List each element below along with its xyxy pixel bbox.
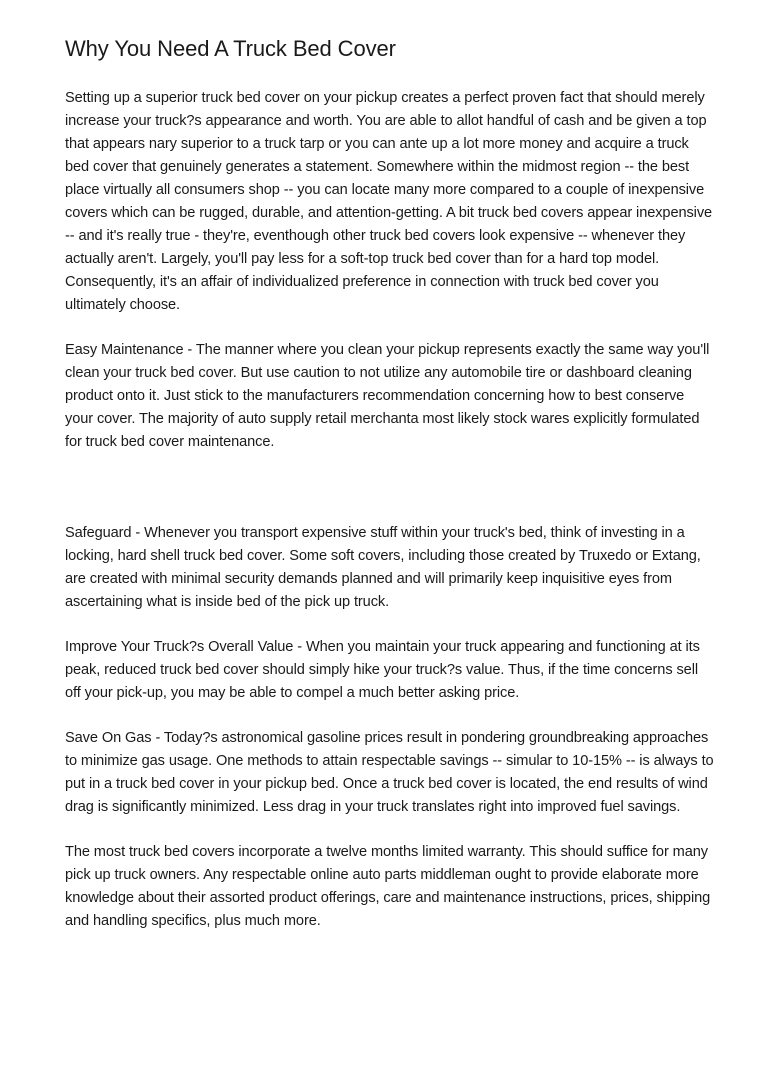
paragraph-save-on-gas: Save On Gas - Today?s astronomical gasoline prices result in pondering groundbreaking approaches to minimize gas usage. One methods to attain respectable savings -- simular to 10-15% -- is always to put in a truck bed cover in your pickup bed. Once a truck bed cover is located, the end results of wind drag is significantly minimized. Less drag in your truck translates right into improved fuel savings. xyxy=(65,730,714,815)
document-title: Why You Need A Truck Bed Cover xyxy=(65,36,396,61)
paragraph-safeguard: Safeguard - Whenever you transport expensive stuff within your truck's bed, think of investing in a locking, hard shell truck bed cover. Some soft covers, including those created by Truxedo or Extang, are created with minimal security demands planned and will primarily keep inquisitive eyes from ascertaining what is inside bed of the pick up truck. xyxy=(65,525,701,610)
paragraph-easy-maintenance: Easy Maintenance - The manner where you clean your pickup represents exactly the same way you'll clean your truck bed cover. But use caution to not utilize any automobile tire or dashboard cleaning product onto it. Just stick to the manufacturers recommendation concerning how to best conserve your cover. The majority of auto supply retail merchanta most likely stock wares explicitly formulated for truck bed cover maintenance. xyxy=(65,342,710,450)
paragraph-overall-value: Improve Your Truck?s Overall Value - When you maintain your truck appearing and functioning at its peak, reduced truck bed cover should simply hike your truck?s value. Thus, if the time concerns sell off your pick-up, you may be able to compel a much better asking price. xyxy=(65,639,700,701)
document-page xyxy=(65,32,715,955)
paragraph-intro: Setting up a superior truck bed cover on your pickup creates a perfect proven fact that should merely increase your truck?s appearance and worth. You are able to allot handful of cash and be given a top that appears nary superior to a truck tarp or you can ante up a lot more money and acquire a truck bed cover that genuinely generates a statement. Somewhere within the midmost region -- the best place virtually all consumers shop -- you can locate many more compared to a couple of inexpensive covers which can be rugged, durable, and attention-getting. A bit truck bed covers appear inexpensive -- and it's really true - they're, eventhough other truck bed covers look expensive -- whenever they actually aren't. Largely, you'll pay less for a soft-top truck bed cover than for a hard top model. Consequently, it's an affair of individualized preference in connection with truck bed cover you ultimately choose. xyxy=(65,90,713,313)
section-gap xyxy=(65,476,715,522)
paragraph-warranty: The most truck bed covers incorporate a twelve months limited warranty. This should suffice for many pick up truck owners. Any respectable online auto parts middleman ought to provide elaborate more knowledge about their assorted product offerings, care and maintenance instructions, prices, shipping and handling specifics, plus much more. xyxy=(65,844,711,929)
